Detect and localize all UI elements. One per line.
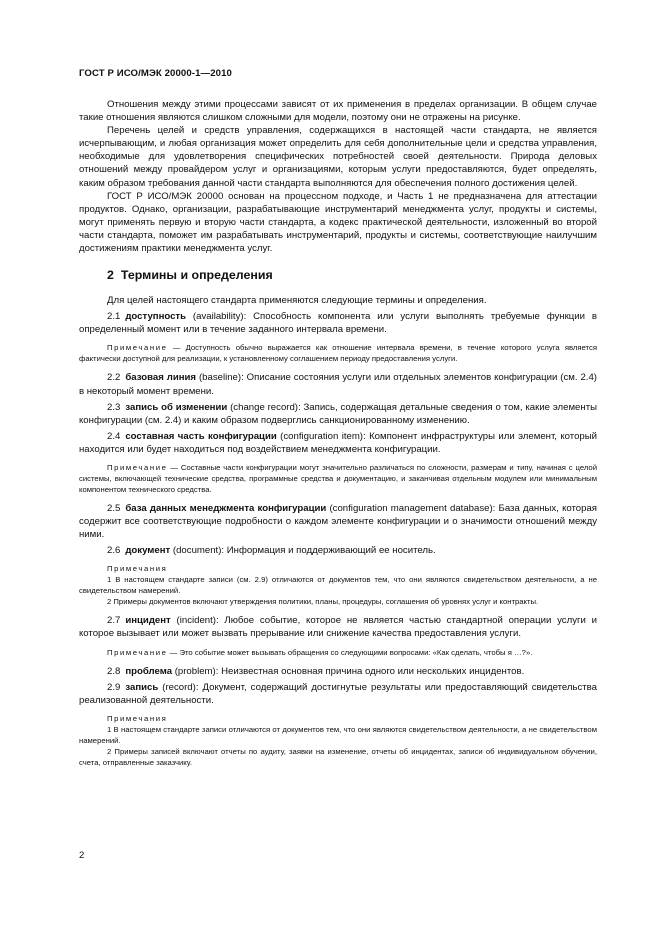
section-number: 2: [107, 268, 114, 283]
document-page: [79, 68, 597, 918]
page-number: 2: [79, 850, 85, 861]
section-heading: [107, 268, 597, 282]
term-record: 2.9 запись (record): Документ, содержащий достигнутые результаты или предоставляющий свидетельства реализованной деятельности.: [79, 681, 597, 706]
section-title: Термины и определения: [120, 268, 273, 283]
term-document-notes-heading: Примечания: [107, 564, 168, 574]
term-record-note-1: 1 В настоящем стандарте записи отличаются от документов тем, что они являются свидетельством деятельности, а не свидетельством намерений.: [79, 724, 597, 745]
term-record-note-2: 2 Примеры записей включают отчеты по аудиту, заявки на изменение, отчеты об инцидентах, записи об индивидуальном обучении, счета, отправленные заказчику.: [79, 746, 597, 767]
document-header: ГОСТ Р ИСО/МЭК 20000-1—2010: [79, 68, 232, 79]
intro-paragraph-1: Отношения между этими процессами зависят от их применения в пределах организации. В общем случае такие отношения являются слишком сложными для модели, поэтому они не отражены на рисунке.: [79, 99, 597, 124]
term-configuration-item-note: Примечание — Составные части конфигурации могут значительно различаться по сложности, размерам и типу, начиная с целой системы, включающей технические средства, программные средства и документацию, и заканчивая отдельным модулем или минимальным компонентом технического средства.: [79, 462, 597, 494]
term-problem: 2.8 проблема (problem): Неизвестная основная причина одного или нескольких инцидентов.: [107, 665, 525, 677]
term-document: 2.6 документ (document): Информация и поддерживающий ее носитель.: [107, 545, 436, 557]
term-incident-note: Примечание — Это событие может вызывать обращения со следующими вопросами: «Как сделать, чтобы я …?».: [107, 647, 533, 657]
section-lead: Для целей настоящего стандарта применяются следующие термины и определения.: [107, 295, 487, 307]
term-availability-note: Примечание — Доступность обычно выражается как отношение интервала времени, в течение которого услуга является фактически доступной для реализации, к установленному соглашением периоду предоставления услуги.: [79, 343, 597, 364]
term-cmdb: 2.5 база данных менеджмента конфигурации (configuration management database): База данных, которая содержит все соответствующие подробности о каждом элементе конфигурации и о значимости отношений между ними.: [79, 502, 597, 541]
term-incident: 2.7 инцидент (incident): Любое событие, которое не является частью стандартной операции услуги и которое вызывает или может вызвать прерывание или снижение качества предоставления услуги.: [79, 615, 597, 640]
term-configuration-item: 2.4 составная часть конфигурации (configuration item): Компонент инфраструктуры или элемент, который находится или будет находиться под воздействием менеджмента конфигурации.: [79, 430, 597, 455]
term-change-record: 2.3 запись об изменении (change record): Запись, содержащая детальные сведения о том, какие элементы конфигурации (см. 2.4) и каким образом подверглись санкционированному изменению.: [79, 401, 597, 426]
term-document-note-2: 2 Примеры документов включают утверждения политики, планы, процедуры, соглашения об уровнях услуг и контракты.: [107, 597, 539, 607]
term-record-notes-heading: Примечания: [107, 713, 168, 723]
term-document-note-1: 1 В настоящем стандарте записи (см. 2.9) отличаются от документов тем, что они являются свидетельством деятельности, а не свидетельством намерений.: [79, 575, 597, 596]
term-baseline: 2.2 базовая линия (baseline): Описание состояния услуги или отдельных элементов конфигурации (см. 2.4) в некоторый момент времени.: [79, 372, 597, 397]
term-availability: 2.1 доступность (availability): Способность компонента или услуги выполнять требуемые функции в определенный момент или в течение заданного интервала времени.: [79, 311, 597, 336]
intro-paragraph-3: ГОСТ Р ИСО/МЭК 20000 основан на процессном подходе, и Часть 1 не предназначена для аттестации продуктов. Однако, организации, разрабатывающие инструментарий менеджмента услуг, продукты и системы, могут применять первую и вторую части стандарта, а кодекс практической деятельности, изложенный во второй части стандарта, поможет им разрабатывать инструментарий, продукты и системы, соответствующие наилучшим достижениям практики менеджмента услуг.: [79, 190, 597, 255]
intro-paragraph-2: Перечень целей и средств управления, содержащихся в настоящей части стандарта, не является исчерпывающим, и любая организация может определить для себя дополнительные цели и средства управления, необходимые для удовлетворения специфических потребностей своей деятельности. Природа деловых отношений между провайдером услуг и организациями, которым услуги предоставляются, будет определять, каким образом требования данной части стандарта выполняются для обеспечения полного достижения целей.: [79, 125, 597, 189]
